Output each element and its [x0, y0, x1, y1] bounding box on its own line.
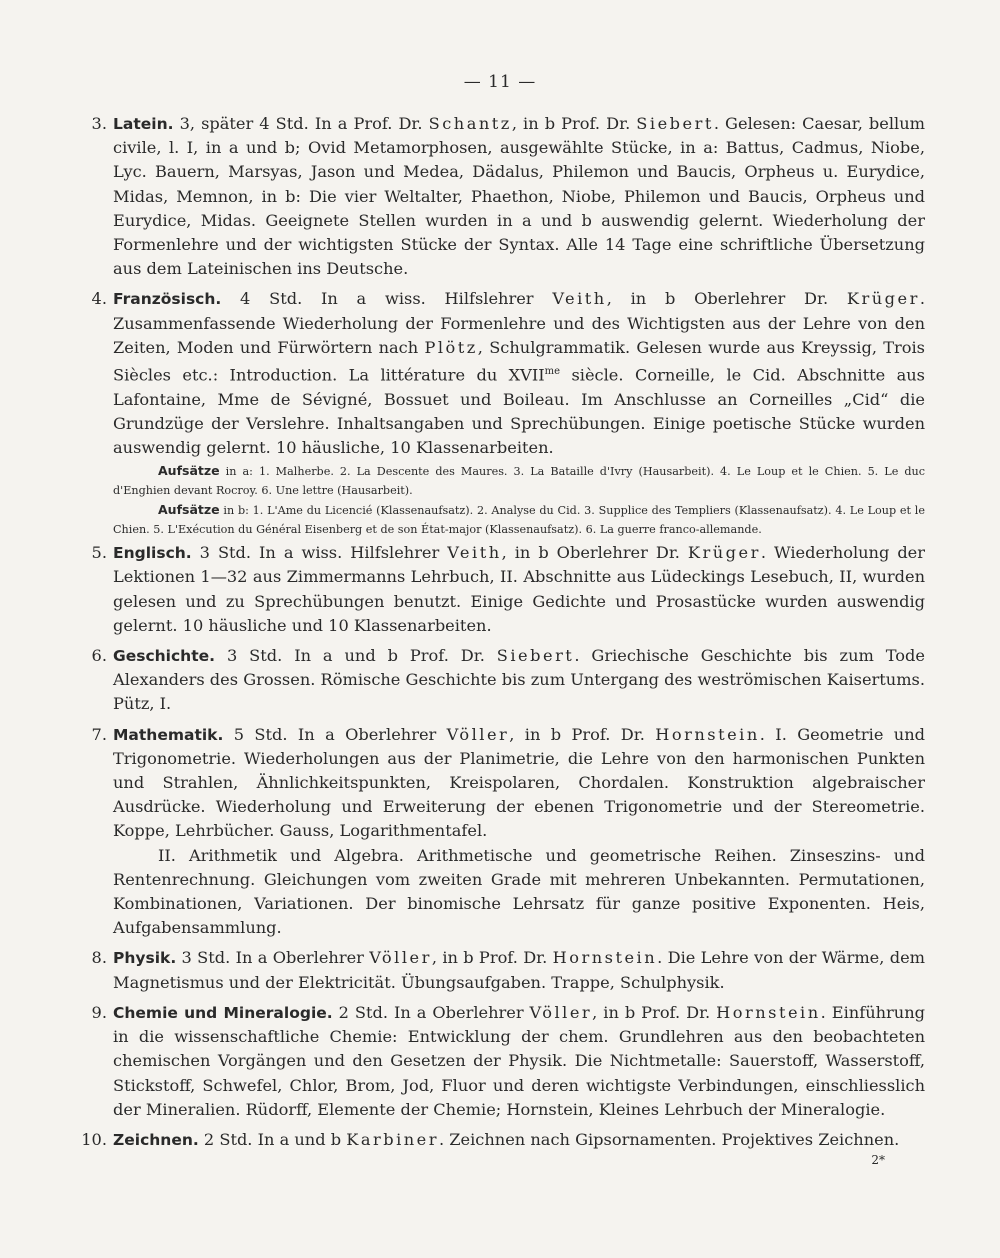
section-text: , in b Prof. Dr. [431, 948, 553, 968]
section-geschichte [91, 644, 925, 717]
section-text: . Zeichnen nach Gipsornamenten. Projektives Zeichnen. [439, 1129, 900, 1149]
section-text: , in b Oberlehrer Dr. [606, 289, 847, 309]
section-number: 9. [91, 1002, 107, 1022]
section-text: 5 Std. In a Oberlehrer [223, 724, 447, 744]
section-text: 3, später 4 Std. In a Prof. Dr. [173, 114, 429, 133]
section-chemie [91, 1001, 925, 1122]
teacher-name: Hornstein [655, 724, 760, 744]
signature-mark: 2* [871, 1153, 885, 1168]
page-number: — 11 — [463, 72, 537, 92]
section-number: 6. [91, 646, 107, 666]
teacher-name: Siebert [496, 646, 575, 666]
section-heading: Latein. [113, 115, 174, 133]
section-text: . Griechische Geschichte bis zum Tode Alexanders des Grossen. Römische Geschichte bis zum Untergang des weströmischen Kaisertums. Pütz, I. [113, 646, 925, 714]
superscript: me [544, 366, 561, 378]
section-number: 5. [91, 543, 107, 563]
aufsaetze-text: in b: 1. L'Ame du Licencié (Klassenaufsatz). 2. Analyse du Cid. 3. Supplice des Templiers (Klassenaufsatz). 4. Le Loup et le Chien. 5. L'Exécution du Général Eisenberg et de son État-major (Klassenaufsatz). 6. La guerre franco-allemande. [113, 504, 925, 537]
section-heading: Chemie und Mineralogie. [113, 1003, 333, 1022]
section-text: 2 Std. In a und b [198, 1129, 347, 1149]
teacher-name: Hornstein [716, 1002, 821, 1022]
aufsaetze-text: in a: 1. Malherbe. 2. La Descente des Maures. 3. La Bataille d'Ivry (Hausarbeit). 4. Le Loup et le Chien. 5. Le duc d'Enghien devant Rocroy. 6. Une lettre (Hausarbeit). [113, 465, 925, 498]
section-number: 3. [91, 114, 107, 133]
teacher-name: Völler [529, 1002, 593, 1022]
section-text: . Einführung in die wissenschaftliche Chemie: Entwicklung der chem. Grundlehren aus den beobachteten chemischen Vorgängen und den Gesetzen der Physik. Die Nichtmetalle: Sauerstoff, Wasserstoff, Stickstoff, Schwefel, Chlor, Brom, Jod, Fluor und deren wichtigste Verbindungen, einschliesslich der Mineralien. Rüdorff, Elemente der Chemie; Hornstein, Kleines Lehrbuch der Mineralogie. [113, 1002, 925, 1119]
teacher-name: Veith [447, 543, 502, 563]
aufsaetze-a [113, 461, 925, 500]
section-heading: Geschichte. [113, 647, 216, 666]
section-text: , in b Oberlehrer Dr. [501, 543, 688, 563]
content [81, 112, 926, 1168]
section-heading: Englisch. [113, 544, 192, 563]
author-name: Plötz [424, 337, 478, 357]
section-number: 4. [91, 289, 107, 309]
section-heading: Physik. [113, 949, 177, 968]
section-text: 3 Std. In a und b Prof. Dr. [215, 646, 497, 666]
section-text: , in b Prof. Dr. [592, 1002, 717, 1022]
section-text: 2 Std. In a Oberlehrer [332, 1002, 530, 1022]
section-text: , Schulgrammatik. Gelesen wurde aus Kreyssig, Trois Siècles etc.: Introduction. La littérature du XVII [113, 337, 925, 385]
section-text: 4 Std. In a wiss. Hilfslehrer [221, 289, 553, 309]
teacher-name: Völler [369, 948, 432, 968]
aufsaetze-b [113, 500, 925, 539]
teacher-name: Karbiner [346, 1129, 439, 1149]
section-franzoesisch [91, 287, 925, 460]
aufsaetze-label: Aufsätze [158, 463, 220, 479]
section-text: , in b Prof. Dr. [511, 114, 637, 133]
section-text: 3 Std. In a Oberlehrer [176, 948, 370, 968]
teacher-name: Veith [552, 289, 607, 309]
section-heading: Französisch. [113, 290, 222, 309]
section-number: 10. [81, 1129, 107, 1149]
section-text: . Zusammenfassende Wiederholung der Formenlehre und des Wichtigsten aus der Lehre von den Zeiten, Moden und Fürwörtern nach [113, 289, 925, 357]
aufsaetze-label: Aufsätze [158, 502, 220, 518]
section-physik [91, 946, 926, 994]
section-text: . Gelesen: Caesar, bellum civile, l. I, in a und b; Ovid Metamorphosen, ausgewählte Stücke, in a: Battus, Cadmus, Niobe, Lyc. Bauern, Marsyas, Jason und Medea, Dädalus, Philemon und Baucis, Orpheus u. Eurydice, Midas, Memnon, in b: Die vier Weltalter, Phaethon, Niobe, Philemon und Baucis, Orpheus und Eurydice, Midas. Geeignete Stellen wurden in a und b auswendig gelernt. Wiederholung der Formenlehre und der wichtigsten Stücke der Syntax. Alle 14 Tage eine schriftliche Übersetzung aus dem Lateinischen ins Deutsche. [113, 114, 925, 279]
section-heading: Zeichnen. [113, 1130, 199, 1149]
section-mathematik-part2: II. Arithmetik und Algebra. Arithmetische und geometrische Reihen. Zinseszins- und Rentenrechnung. Gleichungen vom zweiten Grade mit mehreren Unbekannten. Permutationen, Kombinationen, Variationen. Der binomische Lehrsatz für ganze positive Exponenten. Heis, Aufgabensammlung. [113, 845, 925, 938]
section-heading: Mathematik. [113, 725, 224, 744]
section-number: 8. [91, 948, 107, 968]
section-mathematik [91, 723, 925, 844]
teacher-name: Hornstein [552, 948, 658, 968]
section-text: 3 Std. In a wiss. Hilfslehrer [191, 543, 448, 563]
section-number: 7. [91, 724, 107, 744]
section-text: , in b Prof. Dr. [509, 724, 656, 744]
teacher-name: Völler [446, 724, 510, 744]
teacher-name: Krüger [687, 543, 761, 563]
section-text: . Die Lehre von der Wärme, dem Magnetismus und der Elektricität. Übungsaufgaben. Trappe, Schulphysik. [113, 948, 926, 992]
teacher-name: Siebert [636, 114, 714, 133]
section-zeichnen [81, 1128, 925, 1152]
section-latein [91, 112, 925, 281]
section-text: . I. Geometrie und Trigonometrie. Wiederholungen aus der Planimetrie, die Lehre von den harmonischen Punkten und Strahlen, Ähnlichkeitspunkten, Kreispolaren, Chordalen. Konstruktion algebraischer Ausdrücke. Wiederholung und Erweiterung der ebenen Trigonometrie und der Stereometrie. Koppe, Lehrbücher. Gauss, Logarithmentafel. [113, 724, 925, 841]
section-text: . Wiederholung der Lektionen 1—32 aus Zimmermanns Lehrbuch, II. Abschnitte aus Lüdeckings Lesebuch, II, wurden gelesen und zu Sprechübungen benutzt. Einige Gedichte und Prosastücke wurden auswendig gelernt. 10 häusliche und 10 Klassenarbeiten. [113, 543, 925, 635]
section-englisch [91, 541, 925, 638]
teacher-name: Schantz [428, 114, 512, 133]
teacher-name: Krüger [846, 289, 920, 309]
section-text: siècle. Corneille, le Cid. Abschnitte aus Lafontaine, Mme de Sévigné, Bossuet und Boileau. Im Anschlusse an Corneilles „Cid“ die Grundzüge der Verslehre. Inhaltsangaben und Sprechübungen. Einige poetische Stücke wurden auswendig gelernt. 10 häusliche, 10 Klassenarbeiten. [113, 365, 925, 458]
